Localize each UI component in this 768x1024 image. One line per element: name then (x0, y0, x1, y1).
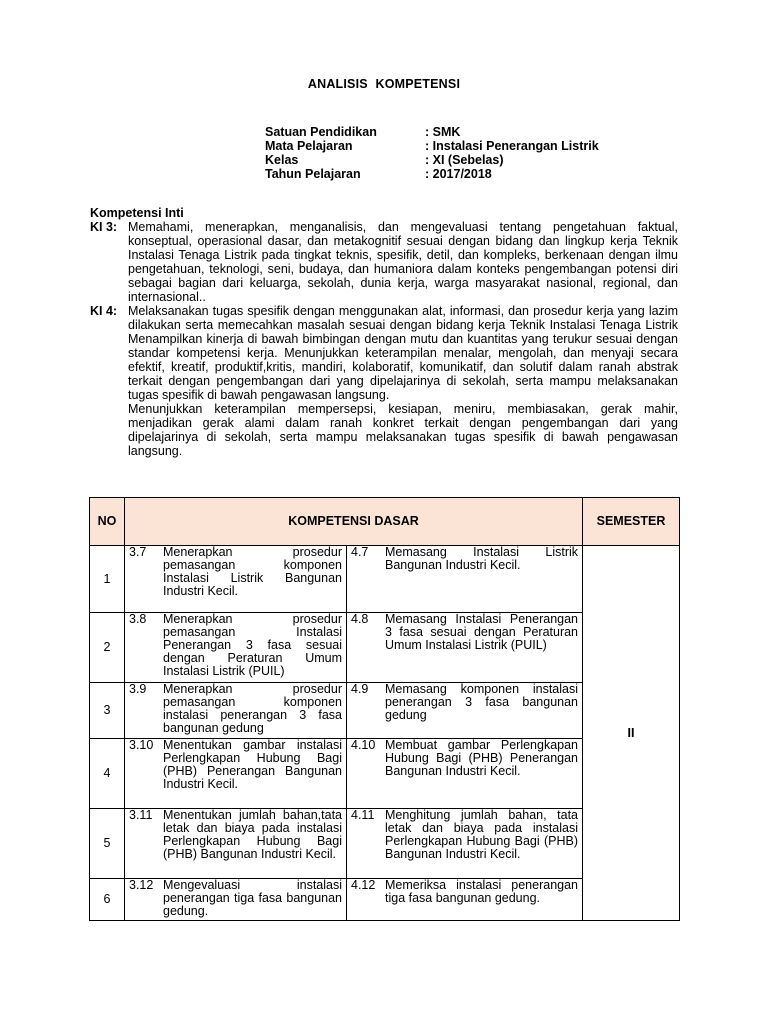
kd3-cell (125, 546, 347, 613)
row-number: 1 (90, 546, 125, 613)
ki3-label: KI 3: (90, 220, 118, 234)
row-number: 4 (90, 739, 125, 809)
kd4-cell (347, 809, 583, 879)
kd4-text: Membuat gambar Perlengkapan Hubung Bagi (PHB) Penerangan Bangunan Industri Kecil. (385, 738, 579, 778)
meta-row-school (265, 125, 599, 139)
meta-row-class (265, 153, 599, 167)
kd3-cell (125, 809, 347, 879)
kd3-number: 3.7 (129, 545, 147, 559)
header-no: NO (90, 498, 125, 546)
meta-value: : 2017/2018 (425, 167, 492, 181)
kd3-number: 3.8 (129, 612, 147, 626)
kompetensi-dasar-table (89, 497, 680, 921)
meta-value: : SMK (425, 125, 461, 139)
meta-row-subject (265, 139, 599, 153)
kd3-number: 3.10 (129, 738, 154, 752)
semester-cell: II (583, 546, 680, 921)
kd3-cell (125, 739, 347, 809)
row-number: 6 (90, 879, 125, 921)
ki-heading: Kompetensi Inti (90, 206, 184, 220)
table-header-row (90, 498, 680, 546)
ki3-text: Memahami, menerapkan, menganalisis, dan mengevaluasi tentang pengetahuan faktual, konseptual, operasional dasar, dan metakognitif sesuai dengan bidang dan lingkup kerja Teknik Instalasi Tenaga Listrik pada tingkat teknis, spesifik, detil, dan kompleks, berkenaan dengan ilmu pengetahuan, teknologi, seni, budaya, dan humaniora dalam konteks pengembangan potensi diri sebagai bagian dari keluarga, sekolah, dunia kerja, warga masyarakat nasional, regional, dan internasional.. (128, 220, 678, 304)
meta-label: Mata Pelajaran (265, 139, 353, 153)
meta-row-year (265, 167, 599, 181)
kd4-number: 4.8 (351, 612, 369, 626)
kd3-text: Menerapkan prosedur pemasangan komponen Instalasi Listrik Bangunan Industri Kecil. (163, 545, 342, 598)
header-kompetensi-dasar: KOMPETENSI DASAR (125, 498, 583, 546)
kd3-text: Mengevaluasi instalasi penerangan tiga fasa bangunan gedung. (163, 878, 342, 918)
kd3-number: 3.11 (129, 808, 153, 822)
kd4-text: Memasang Instalasi Penerangan 3 fasa sesuai dengan Peraturan Umum Instalasi Listrik (PUIL) (385, 612, 579, 652)
kd4-cell (347, 613, 583, 683)
ki4-text-2: Menunjukkan keterampilan mempersepsi, kesiapan, meniru, membiasakan, gerak mahir, menjadikan gerak alami dalam ranah konkret terkait dengan pengembangan dari yang dipelajarinya di sekolah, serta mampu melaksanakan tugas spesifik di bawah pengawasan langsung. (128, 402, 678, 458)
kd4-number: 4.11 (351, 808, 375, 822)
kd4-cell (347, 546, 583, 613)
kd4-text: Memasang Instalasi Listrik Bangunan Industri Kecil. (385, 545, 579, 572)
kd3-text: Menerapkan prosedur pemasangan Instalasi Penerangan 3 fasa sesuai dengan Peraturan Umum Instalasi Listrik (PUIL) (163, 612, 342, 678)
table-row (90, 546, 680, 613)
kd4-cell (347, 879, 583, 921)
meta-label: Kelas (265, 153, 299, 167)
meta-label: Tahun Pelajaran (265, 167, 361, 181)
document-meta (265, 125, 599, 181)
ki4-block (90, 304, 678, 458)
row-number: 3 (90, 683, 125, 739)
kd4-cell (347, 739, 583, 809)
kd4-number: 4.9 (351, 682, 369, 696)
kd4-number: 4.7 (351, 545, 369, 559)
kd4-text: Memasang komponen instalasi penerangan 3 fasa bangunan gedung (385, 682, 579, 722)
document-title: ANALISIS KOMPETENSI (307, 77, 461, 91)
kd3-cell (125, 613, 347, 683)
header-semester: SEMESTER (583, 498, 680, 546)
kd4-text: Memeriksa instalasi penerangan tiga fasa bangunan gedung. (385, 878, 579, 905)
ki3-block (90, 220, 678, 304)
kd4-number: 4.10 (351, 738, 376, 752)
kd4-number: 4.12 (351, 878, 376, 892)
meta-value: : XI (Sebelas) (425, 153, 504, 167)
kd3-number: 3.9 (129, 682, 147, 696)
row-number: 5 (90, 809, 125, 879)
kd4-cell (347, 683, 583, 739)
meta-label: Satuan Pendidikan (265, 125, 377, 139)
kd3-cell (125, 683, 347, 739)
kd3-cell (125, 879, 347, 921)
kd4-text: Menghitung jumlah bahan, tata letak dan biaya pada instalasi Perlengkapan Hubung Bagi (PHB) Bangunan Industri Kecil. (385, 808, 579, 861)
meta-value: : Instalasi Penerangan Listrik (425, 139, 599, 153)
kd3-text: Menerapkan prosedur pemasangan komponen instalasi penerangan 3 fasa bangunan gedung (163, 682, 342, 735)
kd3-number: 3.12 (129, 878, 154, 892)
kd3-text: Menentukan jumlah bahan,tata letak dan biaya pada instalasi Perlengkapan Hubung Bagi (PHB) Bangunan Industri Kecil. (163, 808, 342, 861)
ki4-label: KI 4: (90, 304, 118, 318)
ki4-text-1: Melaksanakan tugas spesifik dengan menggunakan alat, informasi, dan prosedur kerja yang lazim dilakukan serta memecahkan masalah sesuai dengan bidang kerja Teknik Instalasi Tenaga Listrik Menampilkan kinerja di bawah bimbingan dengan mutu dan kuantitas yang terukur sesuai dengan standar kompetensi kerja. Menunjukkan keterampilan menalar, mengolah, dan menyaji secara efektif, kreatif, produktif,kritis, mandiri, kolaboratif, komunikatif, dan solutif dalam ranah abstrak terkait dengan pengembangan dari yang dipelajarinya di sekolah, serta mampu melaksanakan tugas spesifik di bawah pengawasan langsung. (128, 304, 678, 402)
row-number: 2 (90, 613, 125, 683)
kd3-text: Menentukan gambar instalasi Perlengkapan Hubung Bagi (PHB) Penerangan Bangunan Industri Kecil. (163, 738, 342, 791)
